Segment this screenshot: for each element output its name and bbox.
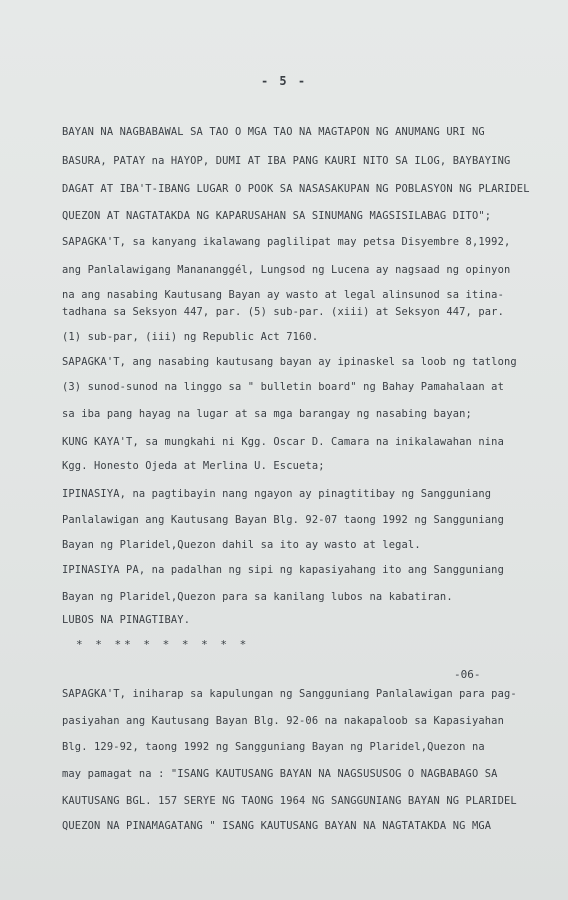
text-line: ang Panlalawigang Manananggél, Lungsod ng Lucena ay nagsaad ng opinyon	[62, 264, 511, 276]
text-line: KAUTUSANG BGL. 157 SERYE NG TAONG 1964 NG SANGGUNIANG BAYAN NG PLARIDEL	[62, 795, 517, 807]
text-line: IPINASIYA PA, na padalhan ng sipi ng kapasiyahang ito ang Sangguniang	[62, 564, 504, 576]
text-line: IPINASIYA, na pagtibayin nang ngayon ay pinagtitibay ng Sangguniang	[62, 488, 492, 500]
page-number: - 5 -	[260, 74, 308, 88]
text-line: (3) sunod-sunod na linggo sa " bulletin board" ng Bahay Pamahalaan at	[62, 381, 504, 393]
text-line: Kgg. Honesto Ojeda at Merlina U. Escueta;	[62, 460, 325, 472]
text-line: Bayan ng Plaridel,Quezon para sa kanilang lubos na kabatiran.	[62, 591, 453, 603]
text-line: QUEZON NA PINAMAGATANG " ISANG KAUTUSANG BAYAN NA NAGTATAKDA NG MGA	[62, 820, 492, 832]
text-line: LUBOS NA PINAGTIBAY.	[62, 614, 191, 626]
separator-asterisks: * * ** * * * * * *	[76, 638, 250, 651]
text-line: QUEZON AT NAGTATAKDA NG KAPARUSAHAN SA SINUMANG MAGSISILABAG DITO";	[62, 210, 492, 222]
text-line: na ang nasabing Kautusang Bayan ay wasto at legal alinsunod sa itina-	[62, 289, 504, 301]
text-line: BAYAN NA NAGBABAWAL SA TAO O MGA TAO NA MAGTAPON NG ANUMANG URI NG	[62, 126, 485, 138]
text-line: BASURA, PATAY na HAYOP, DUMI AT IBA PANG KAURI NITO SA ILOG, BAYBAYING	[62, 155, 511, 167]
text-line: (1) sub-par, (iii) ng Republic Act 7160.	[62, 331, 319, 343]
text-line: tadhana sa Seksyon 447, par. (5) sub-par. (xiii) at Seksyon 447, par.	[62, 306, 504, 318]
text-line: Blg. 129-92, taong 1992 ng Sangguniang Bayan ng Plaridel,Quezon na	[62, 741, 485, 753]
text-line: DAGAT AT IBA'T-IBANG LUGAR O POOK SA NASASAKUPAN NG POBLASYON NG PLARIDEL	[62, 183, 530, 195]
text-line: Panlalawigan ang Kautusang Bayan Blg. 92-07 taong 1992 ng Sangguniang	[62, 514, 504, 526]
text-line: SAPAGKA'T, iniharap sa kapulungan ng Sangguniang Panlalawigan para pag-	[62, 688, 517, 700]
text-line: KUNG KAYA'T, sa mungkahi ni Kgg. Oscar D. Camara na inikalawahan nina	[62, 436, 504, 448]
resolution-number: -06-	[454, 668, 481, 681]
text-line: pasiyahan ang Kautusang Bayan Blg. 92-06 na nakapaloob sa Kapasiyahan	[62, 715, 504, 727]
text-line: sa iba pang hayag na lugar at sa mga barangay ng nasabing bayan;	[62, 408, 472, 420]
text-line: Bayan ng Plaridel,Quezon dahil sa ito ay wasto at legal.	[62, 539, 421, 551]
text-line: SAPAGKA'T, ang nasabing kautusang bayan ay ipinaskel sa loob ng tatlong	[62, 356, 517, 368]
text-line: may pamagat na : "ISANG KAUTUSANG BAYAN NA NAGSUSUSOG O NAGBABAGO SA	[62, 768, 498, 780]
text-line: SAPAGKA'T, sa kanyang ikalawang paglilipat may petsa Disyembre 8,1992,	[62, 236, 511, 248]
